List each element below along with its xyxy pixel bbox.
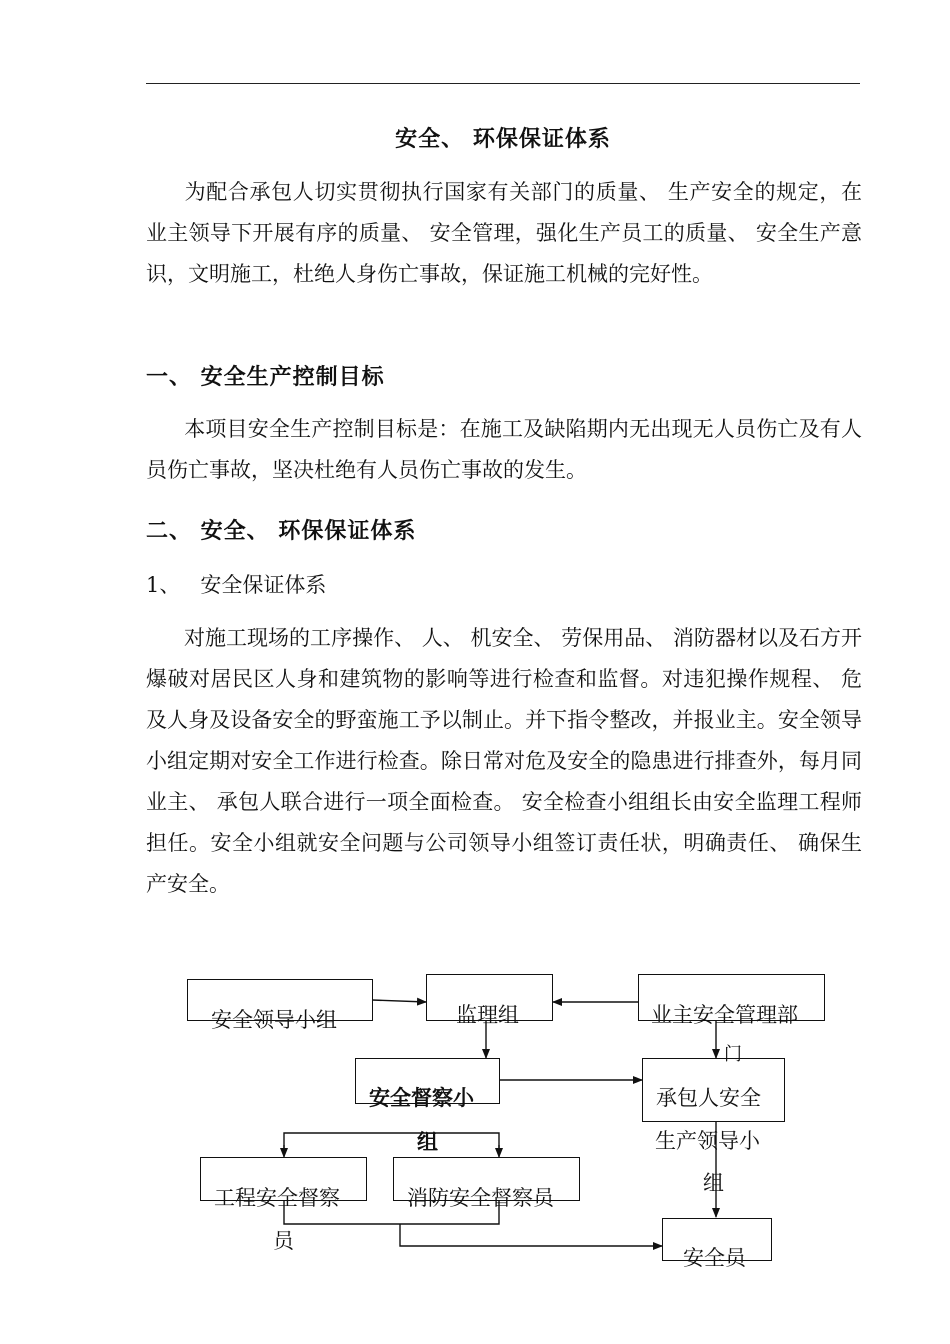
document-title: 安全、 环保保证体系	[395, 127, 611, 152]
owner-safety-dept-label-cont: 门	[724, 1044, 742, 1065]
subsection-1-heading	[146, 569, 326, 599]
section-1-text: 本项目安全生产控制目标是：在施工及缺陷期内无出现无人员伤亡及有人员伤亡事故，坚决杜绝有人员伤亡事故的发生。	[146, 417, 862, 482]
inspection-group-label: 安全督察小	[369, 1086, 474, 1110]
contractor-leadership-label-2: 生产领导小	[655, 1129, 760, 1153]
header-rule	[146, 83, 860, 84]
section-1-heading: 一、 安全生产控制目标	[146, 365, 385, 390]
safety-officer-label: 安全员	[683, 1246, 746, 1270]
supervision-group-label: 监理组	[456, 1003, 519, 1027]
arrow-inspectors-to-safety-officer	[400, 1224, 662, 1246]
section-2-paragraph	[146, 618, 862, 905]
contractor-leadership-label: 承包人安全	[656, 1086, 761, 1110]
arrow-leadership-to-supervision	[372, 1000, 426, 1002]
inspection-group-label-cont: 组	[417, 1130, 438, 1154]
intro-paragraph	[146, 172, 862, 295]
section-2-text: 对施工现场的工序操作、 人、 机安全、 劳保用品、 消防器材以及石方开爆破对居民区人身和建筑物的影响等进行检查和监督。对违犯操作规程、 危及人身及设备安全的野蛮施工予以制止。并下指令整改，并报业主。安全领导小组定期对安全工作进行检查。除日常对危及安全的隐患进行排查外，每月同业主、 承包人联合进行一项全面检查。 安全检查小组组长由安全监理工程师担任。安全小组就安全问题与公司领导小组签订责任状，明确责任、 确保生产安全。	[146, 626, 862, 896]
leadership-group-label: 安全领导小组	[211, 1008, 337, 1032]
inspection-split-line	[284, 1133, 499, 1153]
subsection-label: 安全保证体系	[200, 573, 327, 597]
owner-safety-dept-label: 业主安全管理部	[651, 1003, 798, 1027]
eng-safety-inspector-label: 工程安全督察	[214, 1186, 340, 1210]
section-2-heading: 二、 安全、 环保保证体系	[146, 519, 417, 544]
section-1-paragraph	[146, 409, 862, 491]
eng-safety-inspector-label-cont: 员	[273, 1229, 294, 1253]
contractor-leadership-label-3: 组	[703, 1171, 724, 1195]
subsection-number: 1、	[146, 573, 181, 597]
fire-safety-inspector-label: 消防安全督察员	[407, 1186, 554, 1210]
intro-text: 为配合承包人切实贯彻执行国家有关部门的质量、 生产安全的规定，在业主领导下开展有序的质量、 安全管理，强化生产员工的质量、 安全生产意识，文明施工，杜绝人身伤亡事故，保证施工机械的完好性。	[146, 180, 862, 286]
